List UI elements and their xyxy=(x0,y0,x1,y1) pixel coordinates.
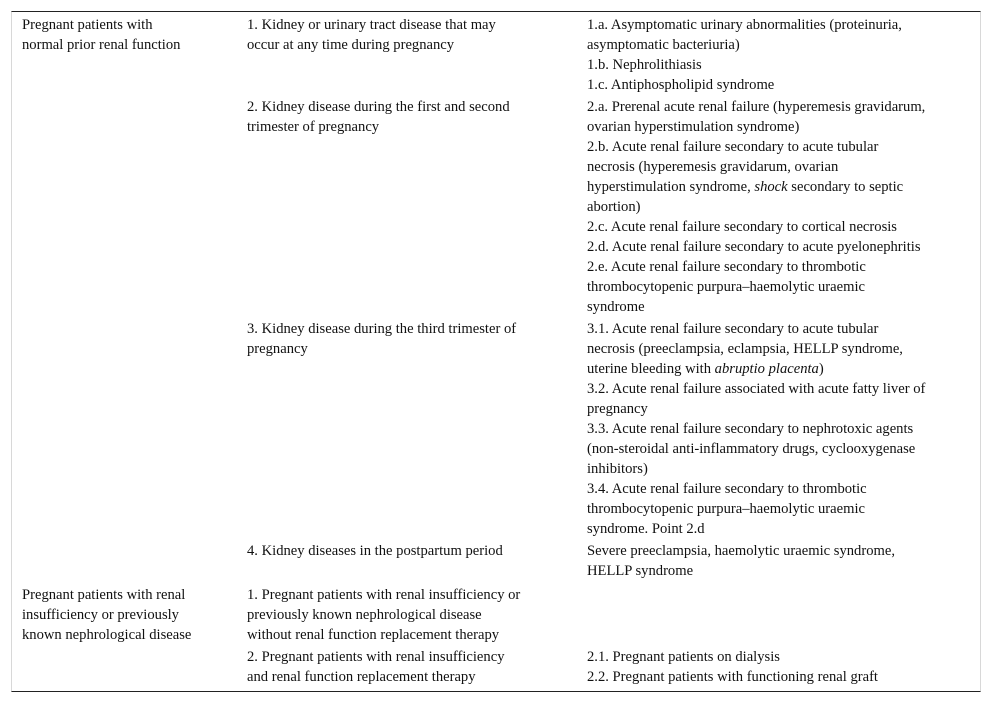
detail-text-part: ) xyxy=(818,361,824,377)
detail-text: asymptomatic bacteriuria) xyxy=(587,37,740,53)
category-text: 1. Pregnant patients with renal insufficiency or xyxy=(247,587,521,603)
detail-text: 3.4. Acute renal failure secondary to thrombotic xyxy=(587,481,867,497)
detail-text: HELLP syndrome xyxy=(587,563,694,579)
detail-text-italic: shock xyxy=(754,179,788,195)
group-label-renal-insufficiency xyxy=(22,585,237,645)
category-text: occur at any time during pregnancy xyxy=(247,37,455,53)
detail-text: 1.a. Asymptomatic urinary abnormalities (proteinuria, xyxy=(587,17,902,33)
detail-text-part: secondary to septic xyxy=(787,179,904,195)
detail-text: 1.c. Antiphospholipid syndrome xyxy=(587,77,775,93)
detail-text: Severe preeclampsia, haemolytic uraemic syndrome, xyxy=(587,543,895,559)
detail-text: syndrome xyxy=(587,299,645,315)
category-4-postpartum xyxy=(247,541,572,561)
detail-text-part: uterine bleeding with xyxy=(587,361,715,377)
detail-text-italic: abruptio placenta xyxy=(714,361,819,377)
category-text: trimester of pregnancy xyxy=(247,119,380,135)
details-insufficiency-2 xyxy=(587,647,972,687)
category-1-any-time xyxy=(247,15,572,55)
category-insufficiency-no-replacement xyxy=(247,585,572,645)
category-text: 1. Kidney or urinary tract disease that may xyxy=(247,17,496,33)
detail-text: 2.2. Pregnant patients with functioning renal graft xyxy=(587,669,878,685)
details-2 xyxy=(587,97,972,317)
detail-text: 2.1. Pregnant patients on dialysis xyxy=(587,649,780,665)
details-1 xyxy=(587,15,972,95)
detail-text xyxy=(587,177,972,197)
detail-text: 1.b. Nephrolithiasis xyxy=(587,57,702,73)
detail-text: 2.d. Acute renal failure secondary to acute pyelonephritis xyxy=(587,239,921,255)
detail-text: 3.3. Acute renal failure secondary to nephrotoxic agents xyxy=(587,421,914,437)
category-text: 3. Kidney disease during the third trimester of xyxy=(247,321,517,337)
category-text: previously known nephrological disease xyxy=(247,607,482,623)
detail-text: 2.b. Acute renal failure secondary to acute tubular xyxy=(587,139,879,155)
detail-text: 3.1. Acute renal failure secondary to acute tubular xyxy=(587,321,879,337)
category-text: 2. Pregnant patients with renal insufficiency xyxy=(247,649,505,665)
detail-text: thrombocytopenic purpura–haemolytic uraemic xyxy=(587,501,865,517)
category-text: 2. Kidney disease during the first and second xyxy=(247,99,510,115)
category-text: pregnancy xyxy=(247,341,308,357)
category-text: without renal function replacement therapy xyxy=(247,627,500,643)
detail-text: pregnancy xyxy=(587,401,648,417)
category-3-third-trimester xyxy=(247,319,572,359)
category-2-first-second-trimester xyxy=(247,97,572,137)
detail-text: necrosis (hyperemesis gravidarum, ovarian xyxy=(587,159,839,175)
details-4 xyxy=(587,541,972,581)
detail-text: 2.a. Prerenal acute renal failure (hyperemesis gravidarum, xyxy=(587,99,926,115)
detail-text: 2.c. Acute renal failure secondary to cortical necrosis xyxy=(587,219,897,235)
detail-text: necrosis (preeclampsia, eclampsia, HELLP syndrome, xyxy=(587,341,903,357)
detail-text xyxy=(587,359,972,379)
detail-text: thrombocytopenic purpura–haemolytic uraemic xyxy=(587,279,865,295)
details-3 xyxy=(587,319,972,539)
detail-text: syndrome. Point 2.d xyxy=(587,521,705,537)
detail-text: abortion) xyxy=(587,199,641,215)
detail-text: (non-steroidal anti-inflammatory drugs, cyclooxygenase xyxy=(587,441,916,457)
group-label-line: Pregnant patients with xyxy=(22,17,153,33)
classification-table xyxy=(11,11,981,692)
category-text: 4. Kidney diseases in the postpartum period xyxy=(247,543,503,559)
detail-text: 2.e. Acute renal failure secondary to thrombotic xyxy=(587,259,866,275)
category-insufficiency-with-replacement xyxy=(247,647,572,687)
detail-text-part: hyperstimulation syndrome, xyxy=(587,179,755,195)
detail-text: ovarian hyperstimulation syndrome) xyxy=(587,119,800,135)
detail-text: inhibitors) xyxy=(587,461,648,477)
group-label-line: insufficiency or previously xyxy=(22,607,179,623)
group-label-line: Pregnant patients with renal xyxy=(22,587,186,603)
group-label-line: known nephrological disease xyxy=(22,627,192,643)
group-label-line: normal prior renal function xyxy=(22,37,181,53)
category-text: and renal function replacement therapy xyxy=(247,669,476,685)
detail-text: 3.2. Acute renal failure associated with acute fatty liver of xyxy=(587,381,926,397)
group-label-normal-renal-function xyxy=(22,15,237,55)
